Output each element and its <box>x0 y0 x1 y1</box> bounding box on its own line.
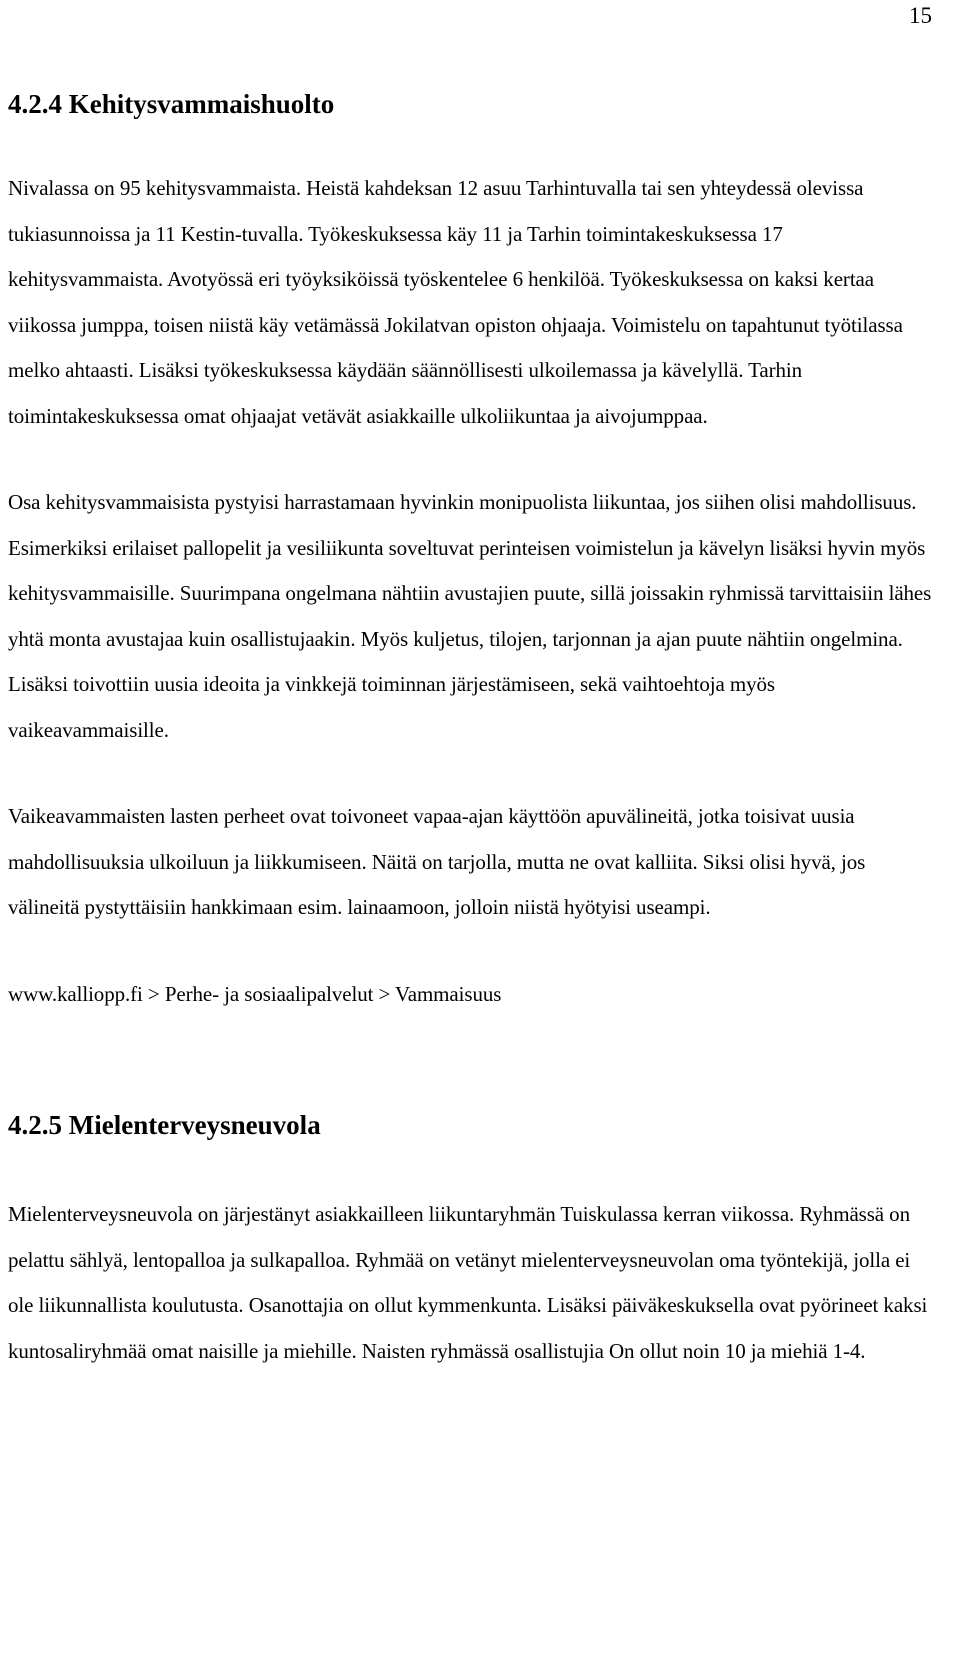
section-heading-mielenterveysneuvola: 4.2.5 Mielenterveysneuvola <box>8 1110 321 1140</box>
paragraph: Vaikeavammaisten lasten perheet ovat toivoneet vapaa-ajan käyttöön apuvälineitä, jotka toisivat uusia mahdollisuuksia ulkoiluun ja liikkumiseen. Näitä on tarjolla, mutta ne ovat kalliita. Siksi olisi hyvä, jos välineitä pystyttäisiin hankkimaan esim. lainaamoon, jolloin niistä hyötyisi useampi. <box>8 804 866 919</box>
paragraph: Osa kehitysvammaisista pystyisi harrastamaan hyvinkin monipuolista liikuntaa, jos siihen olisi mahdollisuus. Esimerkiksi erilaiset pallopelit ja vesiliikunta soveltuvat perinteisen voimistelun ja kävelyn lisäksi hyvin myös kehitysvammaisille. Suurimpana ongelmana nähtiin avustajien puute, sillä joissakin ryhmissä tarvittaisiin lähes yhtä monta avustajaa kuin osallistujaakin. Myös kuljetus, tilojen, tarjonnan ja ajan puute nähtiin ongelmina. Lisäksi toivottiin uusia ideoita ja vinkkejä toiminnan järjestämiseen, sekä vaihtoehtoja myös vaikeavammaisille. <box>8 490 932 742</box>
source-reference: www.kalliopp.fi > Perhe- ja sosiaalipalvelut > Vammaisuus <box>8 981 502 1006</box>
paragraph: Nivalassa on 95 kehitysvammaista. Heistä kahdeksan 12 asuu Tarhintuvalla tai sen yhteydessä olevissa tukiasunnoissa ja 11 Kestin-tuvalla. Työkeskuksessa käy 11 ja Tarhin toimintakeskuksessa 17 kehitysvammaista. Avotyössä eri työyksiköissä työskentelee 6 henkilöä. Työkeskuksessa on kaksi kertaa viikossa jumppa, toisen niistä käy vetämässä Jokilatvan opiston ohjaaja. Voimistelu on tapahtunut työtilassa melko ahtaasti. Lisäksi työkeskuksessa käydään säännöllisesti ulkoilemassa ja kävelyllä. Tarhin toimintakeskuksessa omat ohjaajat vetävät asiakkaille ulkoliikuntaa ja aivojumppaa. <box>8 176 903 428</box>
document-body <box>8 84 933 1374</box>
paragraph: Mielenterveysneuvola on järjestänyt asiakkailleen liikuntaryhmän Tuiskulassa kerran viikossa. Ryhmässä on pelattu sählyä, lentopalloa ja sulkapalloa. Ryhmää on vetänyt mielenterveysneuvolan oma työntekijä, jolla ei ole liikunnallista koulutusta. Osanottajia on ollut kymmenkunta. Lisäksi päiväkeskuksella ovat pyörineet kaksi kuntosaliryhmää omat naisille ja miehille. Naisten ryhmässä osallistujia On ollut noin 10 ja miehiä 1-4. <box>8 1202 928 1363</box>
section-heading-kehitysvammaishuolto: 4.2.4 Kehitysvammaishuolto <box>8 89 335 119</box>
page-number: 15 <box>909 3 932 28</box>
